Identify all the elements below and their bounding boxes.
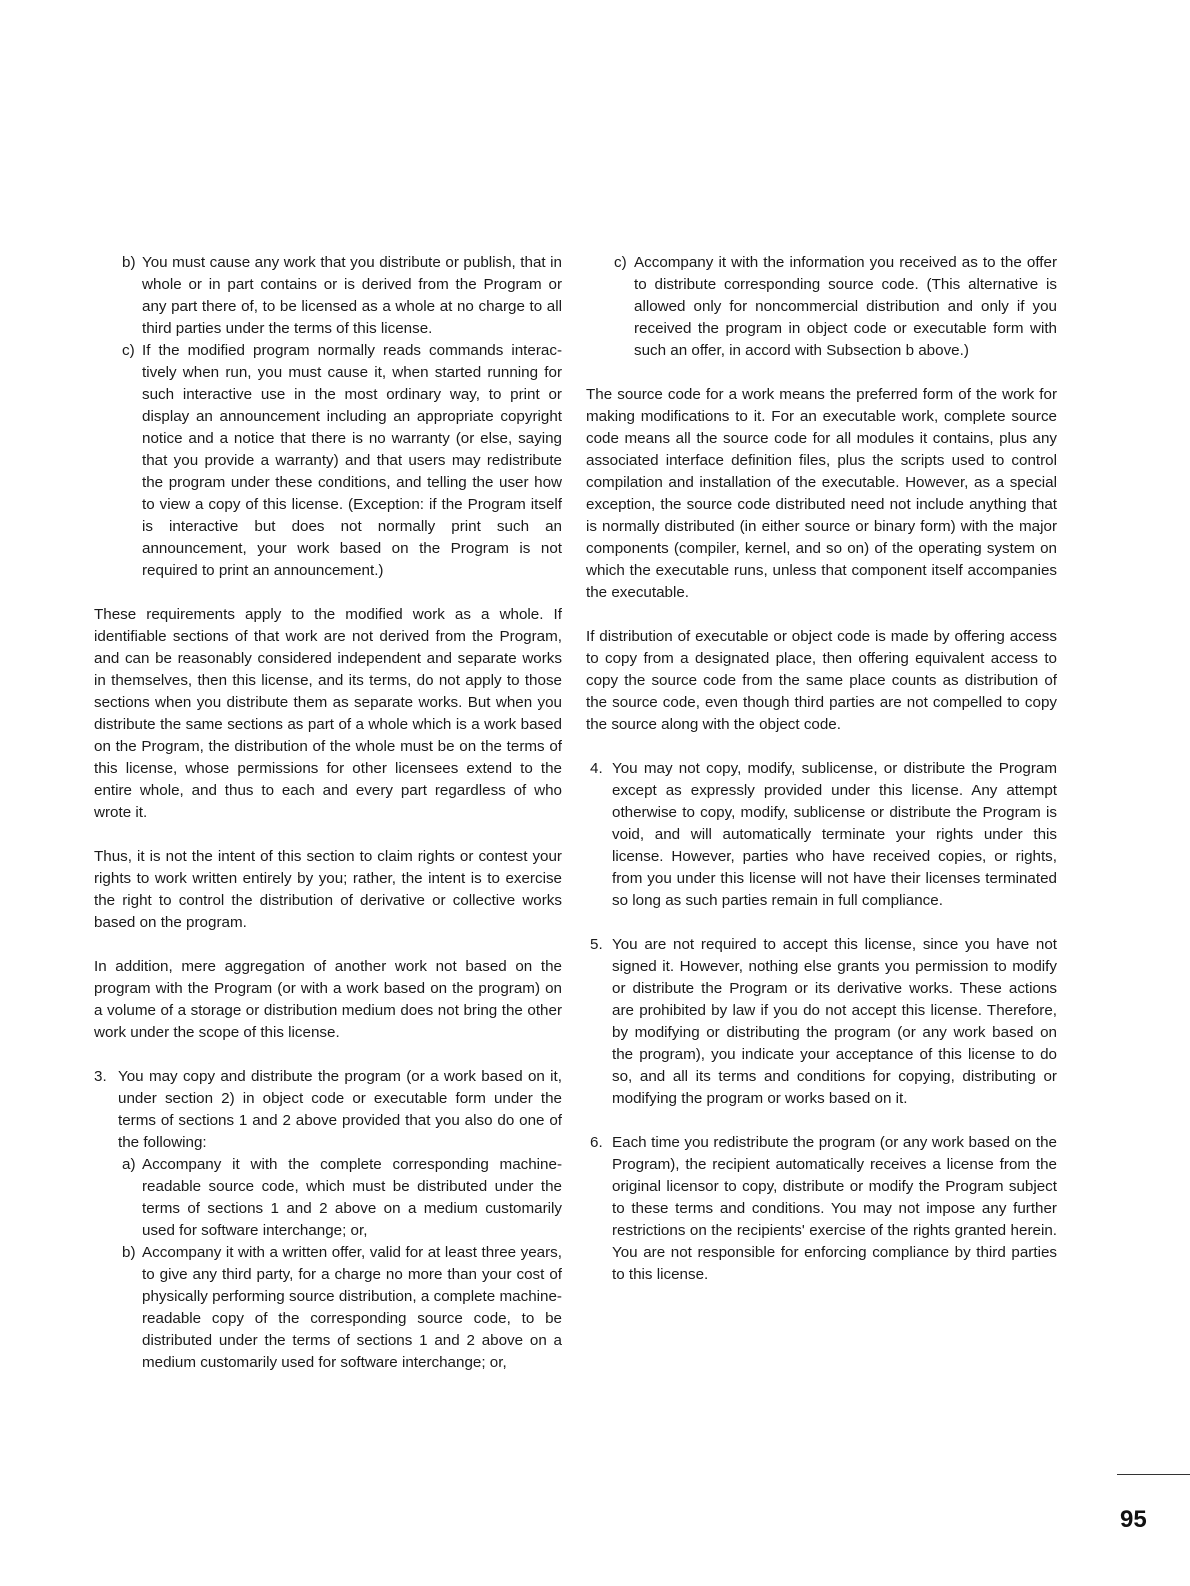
item-number: 3. <box>94 1068 107 1085</box>
subitem-text: Accompany it with the information you received as to the offer to distribute corresponding source code. (This alternative is allowed only for noncommercial distribution and only if you received the program in object code or executable form with such an offer, in accord with Subsection b above.) <box>634 254 1057 359</box>
paragraph-intent: Thus, it is not the intent of this section to claim rights or contest your rights to work written entirely by you; rather, the intent is to exercise the right to control the distribution of derivative or collective works based on the program. <box>94 848 562 931</box>
paragraph-requirements: These requirements apply to the modified work as a whole. If identifiable sections of that work are not derived from the Program, and can be reasonably considered independent and separate works in themselves, then this license, and its terms, do not apply to those sections when you distribute them as separate works. But when you distribute the same sections as part of a whole which is a work based on the Program, the distribution of the whole must be on the terms of this license, whose permissions for other licensees extend to the entire whole, and thus to each and every part regardless of who wrote it. <box>94 606 562 821</box>
subitem-text: If the modified program normally reads commands interactively when run, you must cause it, when started running for such interactive use in the most ordinary way, to print or display an announcement including an appropriate copyright notice and a notice that there is no warranty (or else, saying that you provide a warranty) and that users may redistribute the program under these conditions, and telling the user how to view a copy of this license. (Exception: if the Program itself is interactive but does not normally print such an announcement, your work based on the Program is not required to print an announcement.) <box>142 342 562 579</box>
subitem-text: You must cause any work that you distribute or publish, that in whole or in part contains or is derived from the Program or any part there of, to be licensed as a whole at no charge to all third parties under the terms of this license. <box>142 254 562 337</box>
left-column <box>94 252 562 1374</box>
list-item-5 <box>590 934 1057 1110</box>
item-number: 4. <box>590 760 603 777</box>
subitem-label: c) <box>614 254 627 271</box>
item-text: You may copy and distribute the program (or a work based on it, under section 2) in object code or executable form under the terms of sections 1 and 2 above provided that you also do one of the following: <box>118 1068 562 1151</box>
item-text: You are not required to accept this license, since you have not signed it. However, nothing else grants you permission to modify or distribute the Program or its derivative works. These actions are prohibited by law if you do not accept this license. Therefore, by modifying or distributing the program (or any work based on the program), you indicate your acceptance of this license to do so, and all its terms and conditions for copying, distributing or modifying the program or works based on it. <box>612 936 1057 1107</box>
subitem-text: Accompany it with the complete corresponding machine-readable source code, which must be distributed under the terms of sections 1 and 2 above on a medium customarily used for software interchange; or, <box>142 1156 562 1239</box>
item-text: You may not copy, modify, sublicense, or distribute the Program except as expressly provided under this license. Any attempt otherwise to copy, modify, sublicense or distribute the Program is void, and will automatically terminate your rights under this license. However, parties who have received copies, or rights, from you under this license will not have their licenses terminated so long as such parties remain in full compliance. <box>612 760 1057 909</box>
subitem-3b <box>122 1242 562 1374</box>
subitem-label: b) <box>122 254 136 271</box>
subitem-c <box>122 340 562 582</box>
subitem-3c <box>614 252 1057 362</box>
subitem-text: Accompany it with a written offer, valid for at least three years, to give any third party, for a charge no more than your cost of physically performing source distribution, a complete machine-readable copy of the corresponding source code, to be distributed under the terms of sections 1 and 2 above on a medium customarily used for software interchange; or, <box>142 1244 562 1371</box>
subitem-label: c) <box>122 342 135 359</box>
right-column <box>586 252 1057 1286</box>
item-text: Each time you redistribute the program (or any work based on the Program), the recipient automatically receives a license from the original licensor to copy, distribute or modify the Program subject to these terms and conditions. You may not impose any further restrictions on the recipients' exercise of the rights granted herein. You are not responsible for enforcing compliance by third parties to this license. <box>612 1134 1057 1283</box>
list-item-4 <box>590 758 1057 912</box>
item-number: 5. <box>590 936 603 953</box>
paragraph-source-code: The source code for a work means the preferred form of the work for making modifications to it. For an executable work, complete source code means all the source code for all modules it contains, plus any associated interface definition files, plus the scripts used to control compilation and installation of the executable. However, as a special exception, the source code distributed need not include anything that is normally distributed (in either source or binary form) with the major components (compiler, kernel, and so on) of the operating system on which the executable runs, unless that component itself accompanies the executable. <box>586 386 1057 601</box>
list-item-3 <box>94 1066 562 1154</box>
subitem-b <box>122 252 562 340</box>
subitem-3a <box>122 1154 562 1242</box>
page-number-rule <box>1117 1474 1190 1475</box>
subitem-label: a) <box>122 1156 136 1173</box>
page-number: 95 <box>1120 1506 1147 1533</box>
paragraph-distribution: If distribution of executable or object code is made by offering access to copy from a designated place, then offering equivalent access to copy the source code from the same place counts as distribution of the source code, even though third parties are not compelled to copy the source along with the object code. <box>586 628 1057 733</box>
subitem-label: b) <box>122 1244 136 1261</box>
list-item-6 <box>590 1132 1057 1286</box>
paragraph-aggregation: In addition, mere aggregation of another work not based on the program with the Program (or with a work based on the program) on a volume of a storage or distribution medium does not bring the other work under the scope of this license. <box>94 958 562 1041</box>
item-number: 6. <box>590 1134 603 1151</box>
